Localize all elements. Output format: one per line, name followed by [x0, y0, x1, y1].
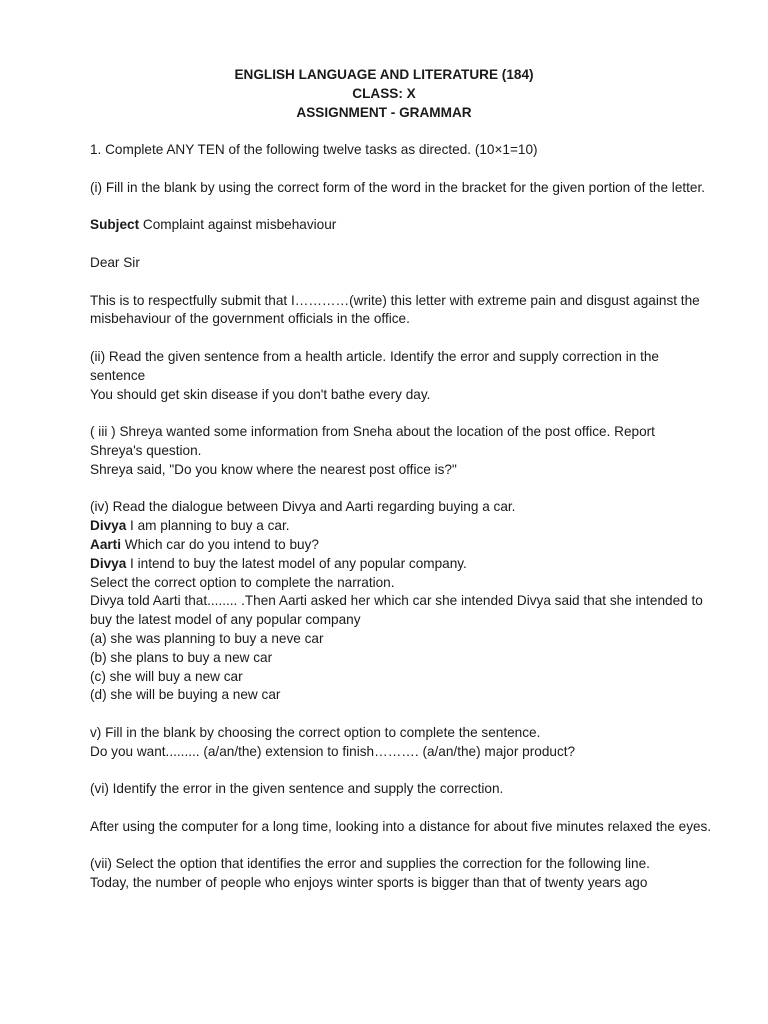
speaker-divya: Divya	[90, 555, 127, 571]
speaker-aarti: Aarti	[90, 536, 121, 552]
subject-title: ENGLISH LANGUAGE AND LITERATURE (184)	[234, 67, 534, 82]
letter-subject	[90, 216, 716, 235]
question-vi-sentence: After using the computer for a long time, looking into a distance for about five minutes relaxed the eyes.	[90, 818, 712, 834]
option-d: (d) she will be buying a new car	[90, 687, 281, 703]
dialogue-line-3	[90, 555, 716, 574]
question-vii-instruction: (vii) Select the option that identifies the error and supplies the correction for the following line.	[90, 856, 650, 872]
question-iii-instruction: ( iii ) Shreya wanted some information from Sneha about the location of the post office. Report Shreya's question.	[90, 424, 655, 458]
subject-text: Complaint against misbehaviour	[139, 217, 337, 233]
document-header	[52, 66, 716, 122]
class-title: CLASS: X	[352, 85, 416, 101]
option-b: (b) she plans to buy a new car	[90, 649, 273, 665]
dialogue-text: I am planning to buy a car.	[126, 518, 290, 534]
question-vii	[90, 855, 716, 893]
dialogue-text: I intend to buy the latest model of any popular company.	[126, 555, 467, 571]
question-vi-instruction: (vi) Identify the error in the given sentence and supply the correction.	[90, 781, 504, 797]
question-ii	[90, 348, 716, 404]
dialogue-text: Which car do you intend to buy?	[120, 536, 319, 552]
question-iv-instruction: (iv) Read the dialogue between Divya and Aarti regarding buying a car.	[90, 499, 516, 515]
option-a: (a) she was planning to buy a neve car	[90, 630, 324, 646]
option-c: (c) she will buy a new car	[90, 668, 243, 684]
question-iii	[90, 423, 716, 479]
question-i-instruction: (i) Fill in the blank by using the correct form of the word in the bracket for the given portion of the letter.	[90, 179, 706, 195]
question-ii-instruction: (ii) Read the given sentence from a health article. Identify the error and supply correction in the sentence	[90, 348, 659, 383]
question-1-instruction: 1. Complete ANY TEN of the following twelve tasks as directed. (10×1=10)	[90, 142, 538, 158]
question-iv	[90, 498, 716, 705]
question-v-instruction: v) Fill in the blank by choosing the correct option to complete the sentence.	[90, 724, 541, 740]
question-ii-sentence: You should get skin disease if you don't bathe every day.	[90, 386, 431, 402]
question-iii-sentence: Shreya said, "Do you know where the nearest post office is?"	[90, 461, 457, 477]
letter-salutation: Dear Sir	[90, 254, 140, 270]
question-v	[90, 724, 716, 762]
question-vii-sentence: Today, the number of people who enjoys winter sports is bigger than that of twenty years ago	[90, 875, 648, 891]
subject-label: Subject	[90, 217, 140, 233]
dialogue-line-1	[90, 517, 716, 536]
letter-body: This is to respectfully submit that I…………(write) this letter with extreme pain and disgust against the misbehaviour of the government officials in the office.	[90, 292, 700, 327]
question-v-sentence: Do you want......... (a/an/the) extension to finish………. (a/an/the) major product?	[90, 743, 576, 759]
assignment-title: ASSIGNMENT - GRAMMAR	[296, 104, 472, 120]
dialogue-line-2	[90, 536, 716, 555]
question-iv-narration: Divya told Aarti that........ .Then Aarti asked her which car she intended Divya said that she intended to buy the latest model of any popular company	[90, 593, 703, 628]
speaker-divya: Divya	[90, 518, 127, 534]
question-iv-select: Select the correct option to complete the narration.	[90, 574, 395, 590]
